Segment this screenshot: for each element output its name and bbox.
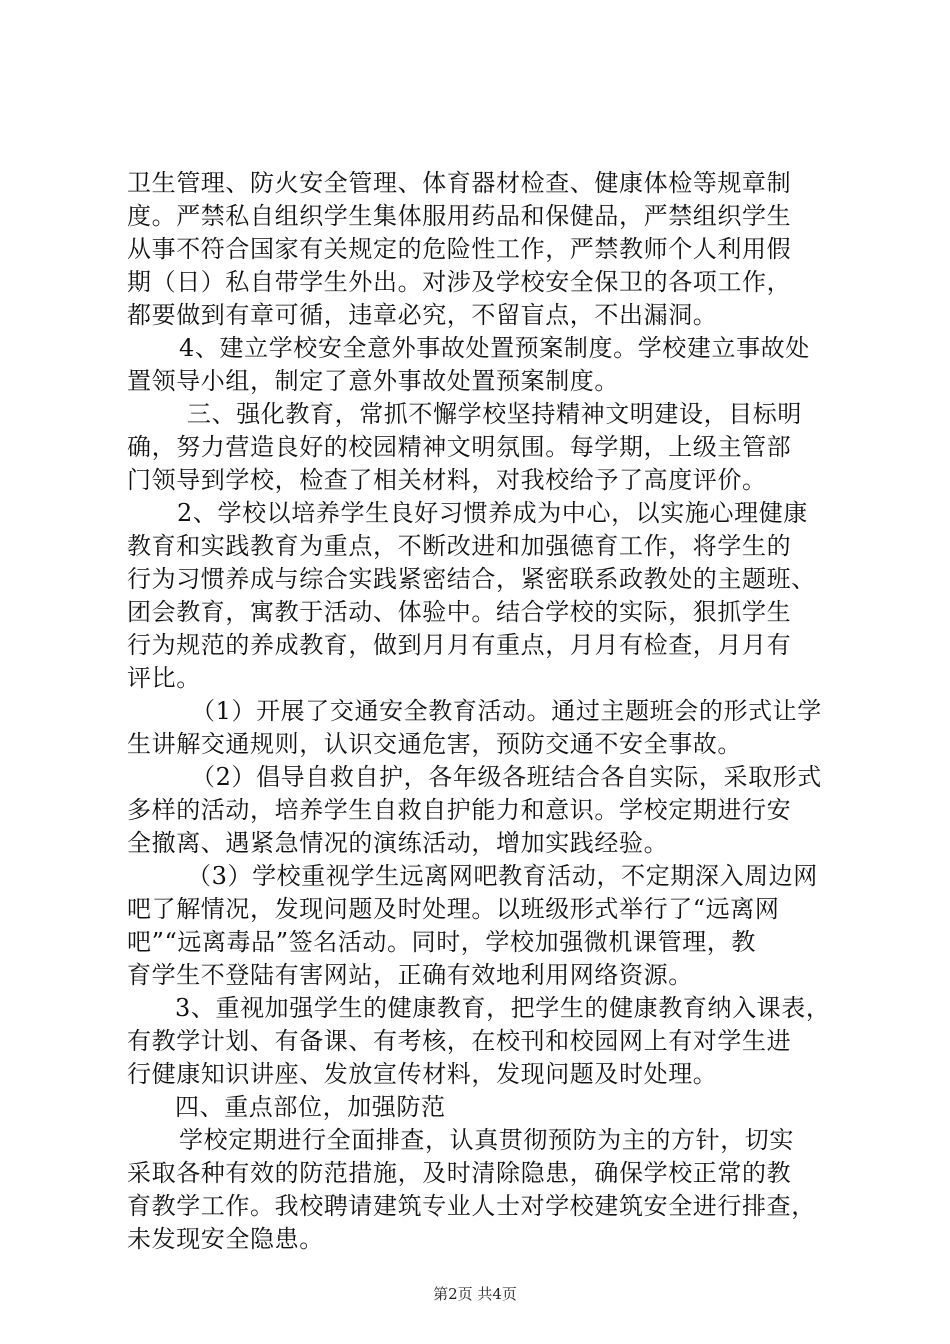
text-line: 吧”“远离毒品”签名活动。同时，学校加强微机课管理，教 [127, 928, 757, 956]
text-line: 卫生管理、防火安全管理、体育器材检查、健康体检等规章制 [127, 169, 792, 197]
text-line: 度。严禁私自组织学生集体服用药品和保健品，严禁组织学生 [127, 202, 792, 230]
text-line: 期（日）私自带学生外出。对涉及学校安全保卫的各项工作， [127, 268, 792, 296]
text-line: 有教学计划、有备课、有考核，在校刊和校园网上有对学生进 [127, 1027, 792, 1055]
text-line: 确，努力营造良好的校园精神文明氛围。每学期，上级主管部 [127, 433, 792, 461]
text-line: 教育和实践教育为重点，不断改进和加强德育工作，将学生的 [127, 532, 792, 560]
text-line: 三、强化教育，常抓不懈学校坚持精神文明建设，目标明 [187, 400, 802, 428]
text-line: 置领导小组，制定了意外事故处置预案制度。 [127, 367, 619, 395]
text-line: 2、学校以培养学生良好习惯养成为中心，以实施心理健康 [177, 499, 808, 527]
text-line: 未发现安全隐患。 [127, 1225, 324, 1253]
text-line: 3、重视加强学生的健康教育，把学生的健康教育纳入课表， [175, 994, 831, 1022]
page-number-footer: 第2页 共4页 [433, 1285, 517, 1303]
text-line: 全撤离、遇紧急情况的演练活动，增加实践经验。 [127, 829, 669, 857]
text-line: 行为规范的养成教育，做到月月有重点，月月有检查，月月有 [127, 631, 792, 659]
document-body [127, 167, 847, 1256]
text-line: 行为习惯养成与综合实践紧密结合，紧密联系政教处的主题班、 [127, 565, 816, 593]
text-line: 育学生不登陆有害网站，正确有效地利用网络资源。 [127, 961, 693, 989]
text-line: 生讲解交通规则，认识交通危害，预防交通不安全事故。 [127, 730, 742, 758]
text-line: 4、建立学校安全意外事故处置预案制度。学校建立事故处 [179, 334, 810, 362]
text-line: 育教学工作。我校聘请建筑专业人士对学校建筑安全进行排查， [127, 1192, 816, 1220]
text-line: （3）学校重视学生远离网吧教育活动，不定期深入周边网 [187, 862, 818, 890]
text-line: 门领导到学校，检查了相关材料，对我校给予了高度评价。 [127, 466, 767, 494]
text-line: 都要做到有章可循，违章必究，不留盲点，不出漏洞。 [127, 301, 718, 329]
text-line: 行健康知识讲座、发放宣传材料，发现问题及时处理。 [127, 1060, 718, 1088]
text-line: （2）倡导自救自护，各年级各班结合各自实际，采取形式 [191, 763, 822, 791]
text-line: 学校定期进行全面排查，认真贯彻预防为主的方针，切实 [179, 1126, 794, 1154]
text-line: 团会教育，寓教于活动、体验中。结合学校的实际，狠抓学生 [127, 598, 792, 626]
text-line: 从事不符合国家有关规定的危险性工作，严禁教师个人利用假 [127, 235, 792, 263]
text-line: 采取各种有效的防范措施，及时清除隐患，确保学校正常的教 [127, 1159, 792, 1187]
text-line: （1）开展了交通安全教育活动。通过主题班会的形式让学 [191, 697, 822, 725]
text-line: 吧了解情况，发现问题及时处理。以班级形式举行了“远离网 [127, 895, 780, 923]
text-line: 评比。 [127, 664, 201, 692]
section-heading: 四、重点部位，加强防范 [175, 1093, 446, 1121]
text-line: 多样的活动，培养学生自救自护能力和意识。学校定期进行安 [127, 796, 792, 824]
